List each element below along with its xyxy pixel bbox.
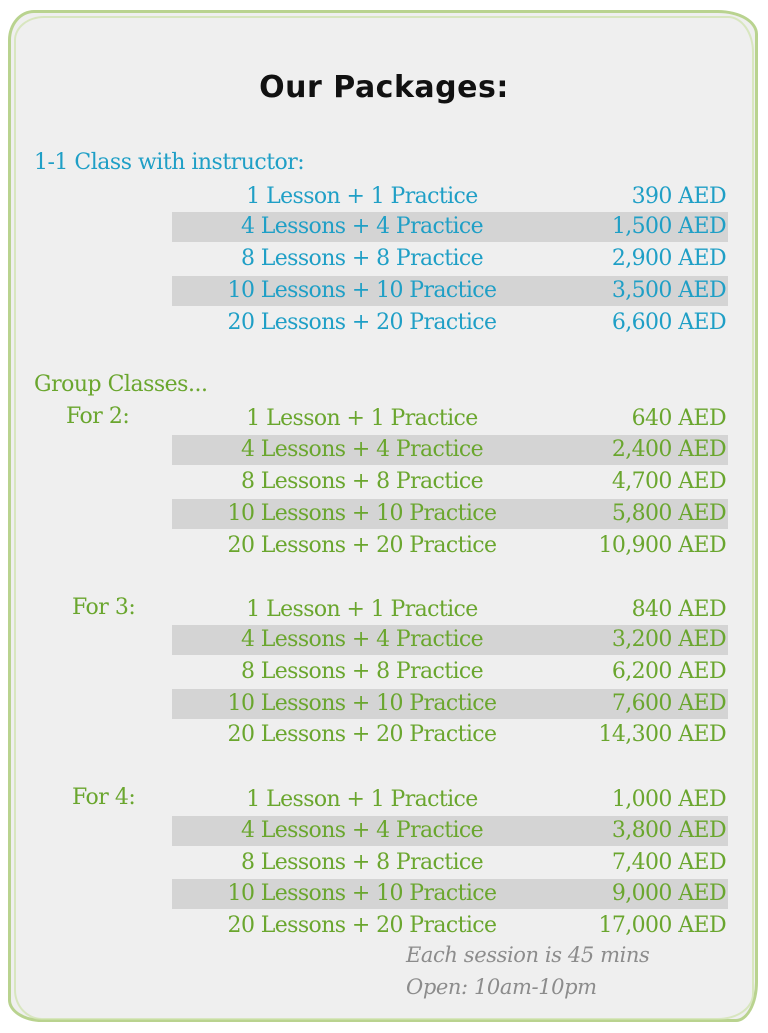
package-row (172, 879, 728, 909)
session-length-note: Each session is 45 mins (406, 943, 650, 967)
package-description: 10 Lessons + 10 Practice (227, 501, 497, 526)
package-price: 3,800 AED (611, 818, 726, 843)
package-description: 20 Lessons + 20 Practice (227, 722, 497, 747)
package-row (172, 308, 728, 338)
package-row (172, 212, 728, 242)
package-row (172, 911, 728, 941)
package-description: 8 Lessons + 8 Practice (240, 659, 484, 684)
package-description: 8 Lessons + 8 Practice (240, 850, 484, 875)
package-description: 1 Lesson + 1 Practice (246, 787, 478, 812)
package-description: 1 Lesson + 1 Practice (246, 184, 478, 209)
package-price: 1,500 AED (611, 214, 726, 239)
package-description: 1 Lesson + 1 Practice (246, 597, 478, 622)
package-price: 9,000 AED (611, 881, 726, 906)
package-price: 6,200 AED (611, 659, 726, 684)
group-size-label: For 3: (72, 595, 136, 620)
section-label-one-to-one: 1-1 Class with instructor: (34, 150, 305, 175)
package-row (172, 785, 728, 815)
package-description: 20 Lessons + 20 Practice (227, 533, 497, 558)
package-price: 10,900 AED (598, 533, 726, 558)
package-row (172, 435, 728, 465)
package-description: 4 Lessons + 4 Practice (240, 818, 484, 843)
package-row (172, 625, 728, 655)
package-price: 7,400 AED (611, 850, 726, 875)
package-row (172, 531, 728, 561)
group-size-label: For 4: (72, 785, 136, 810)
package-description: 4 Lessons + 4 Practice (240, 214, 484, 239)
package-price: 3,500 AED (611, 278, 726, 303)
package-price: 1,000 AED (611, 787, 726, 812)
package-row (172, 404, 728, 434)
package-row (172, 816, 728, 846)
package-price: 390 AED (631, 184, 726, 209)
package-description: 10 Lessons + 10 Practice (227, 691, 497, 716)
package-price: 3,200 AED (611, 627, 726, 652)
package-price: 17,000 AED (598, 913, 726, 938)
package-price: 2,400 AED (611, 437, 726, 462)
package-row (172, 848, 728, 878)
package-description: 4 Lessons + 4 Practice (240, 627, 484, 652)
section-label-group: Group Classes... (34, 372, 208, 397)
package-description: 8 Lessons + 8 Practice (240, 469, 484, 494)
package-row (172, 689, 728, 719)
package-description: 4 Lessons + 4 Practice (240, 437, 484, 462)
package-description: 1 Lesson + 1 Practice (246, 406, 478, 431)
group-size-label: For 2: (66, 404, 130, 429)
package-description: 10 Lessons + 10 Practice (227, 881, 497, 906)
package-price: 840 AED (631, 597, 726, 622)
package-row (172, 182, 728, 212)
package-row (172, 720, 728, 750)
package-price: 14,300 AED (598, 722, 726, 747)
package-description: 20 Lessons + 20 Practice (227, 310, 497, 335)
package-price: 6,600 AED (611, 310, 726, 335)
page-title: Our Packages: (259, 70, 509, 105)
package-row (172, 499, 728, 529)
package-row (172, 244, 728, 274)
package-price: 4,700 AED (611, 469, 726, 494)
package-description: 20 Lessons + 20 Practice (227, 913, 497, 938)
package-row (172, 467, 728, 497)
package-row (172, 595, 728, 625)
package-description: 10 Lessons + 10 Practice (227, 278, 497, 303)
package-row (172, 276, 728, 306)
package-row (172, 657, 728, 687)
package-price: 7,600 AED (611, 691, 726, 716)
package-description: 8 Lessons + 8 Practice (240, 246, 484, 271)
package-price: 640 AED (631, 406, 726, 431)
package-price: 5,800 AED (611, 501, 726, 526)
opening-hours-note: Open: 10am-10pm (406, 975, 597, 999)
package-price: 2,900 AED (611, 246, 726, 271)
